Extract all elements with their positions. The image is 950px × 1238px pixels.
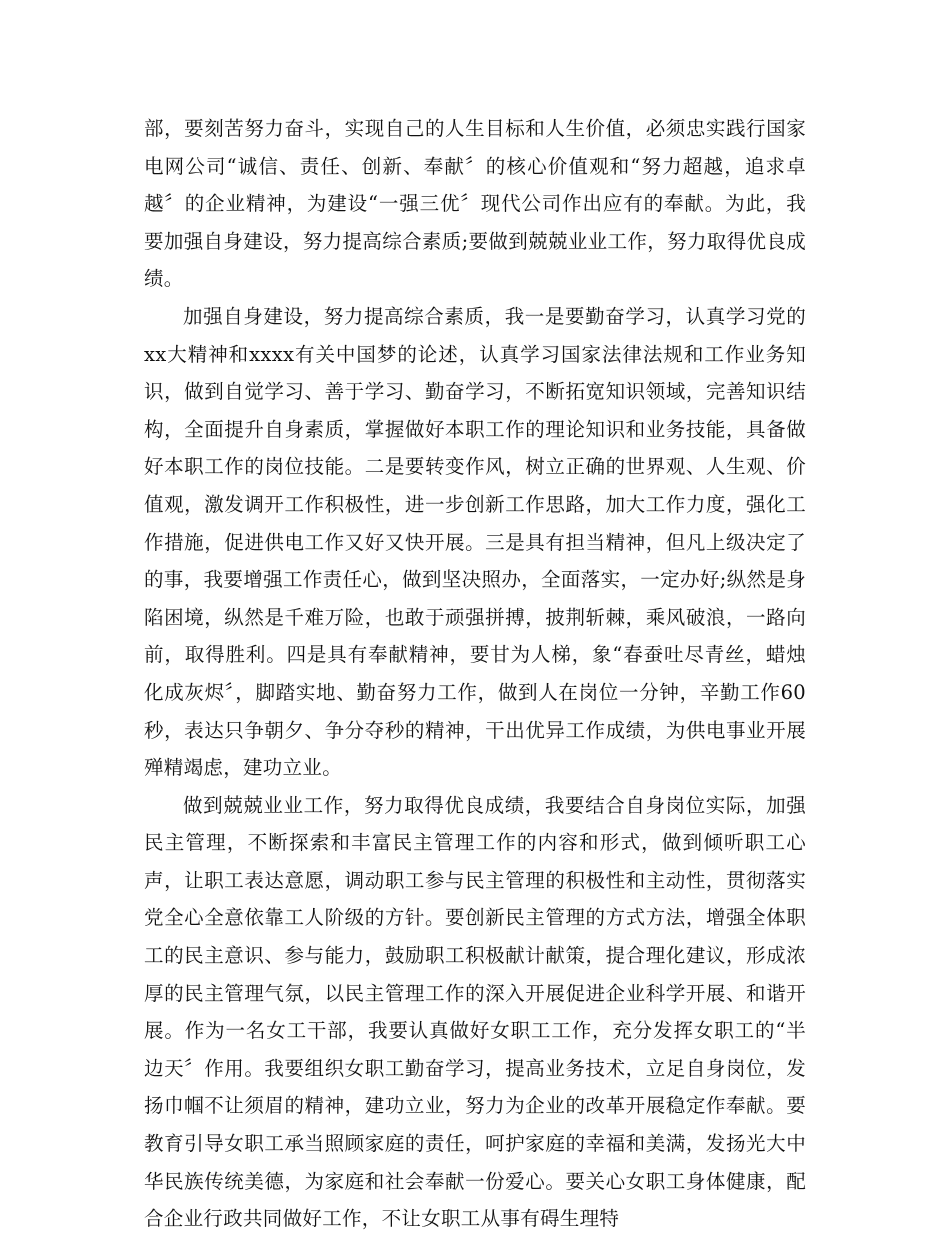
- document-body: [144, 110, 806, 1238]
- paragraph-continuation: 部，要刻苦努力奋斗，实现自己的人生目标和人生价值，必须忠实践行国家电网公司“诚信、责任、创新、奉献〞的核心价值观和“努力超越，追求卓越〞的企业精神，为建设“一强三优〞现代公司作出应有的奉献。为此，我要加强自身建设，努力提高综合素质;要做到兢兢业业工作，努力取得优良成绩。: [144, 117, 806, 291]
- paragraph-democratic-management: 做到兢兢业业工作，努力取得优良成绩，我要结合自身岗位实际，加强民主管理，不断探索和丰富民主管理工作的内容和形式，做到倾听职工心声，让职工表达意愿，调动职工参与民主管理的积极性和主动性，贯彻落实党全心全意依靠工人阶级的方针。要创新民主管理的方式方法，增强全体职工的民主意识、参与能力，鼓励职工积极献计献策，提合理化建议，形成浓厚的民主管理气氛，以民主管理工作的深入开展促进企业科学开展、和谐开展。作为一名女工干部，我要认真做好女职工工作，充分发挥女职工的“半边天〞作用。我要组织女职工勤奋学习，提高业务技术，立足自身岗位，发扬巾帼不让须眉的精神，建功立业，努力为企业的改革开展稳定作奉献。要教育引导女职工承当照顾家庭的责任，呵护家庭的幸福和美满，发扬光大中华民族传统美德，为家庭和社会奉献一份爱心。要关心女职工身体健康，配合企业行政共同做好工作，不让女职工从事有碍生理特: [144, 793, 806, 1231]
- paragraph-self-improvement: 加强自身建设，努力提高综合素质，我一是要勤奋学习，认真学习党的xx大精神和xxxx有关中国梦的论述，认真学习国家法律法规和工作业务知识，做到自觉学习、善于学习、勤奋学习，不断拓宽知识领域，完善知识结构，全面提升自身素质，掌握做好本职工作的理论知识和业务技能，具备做好本职工作的岗位技能。二是要转变作风，树立正确的世界观、人生观、价值观，激发调开工作积极性，进一步创新工作思路，加大工作力度，强化工作措施，促进供电工作又好又快开展。三是具有担当精神，但凡上级决定了的事，我要增强工作责任心，做到坚决照办，全面落实，一定办好;纵然是身陷困境，纵然是千难万险，也敢于顽强拼搏，披荆斩棘，乘风破浪，一路向前，取得胜利。四是具有奉献精神，要甘为人梯，象“春蚕吐尽青丝，蜡烛化成灰烬〞，脚踏实地、勤奋努力工作，做到人在岗位一分钟，辛勤工作60秒，表达只争朝夕、争分夺秒的精神，干出优异工作成绩，为供电事业开展殚精竭虑，建功立业。: [144, 304, 806, 780]
